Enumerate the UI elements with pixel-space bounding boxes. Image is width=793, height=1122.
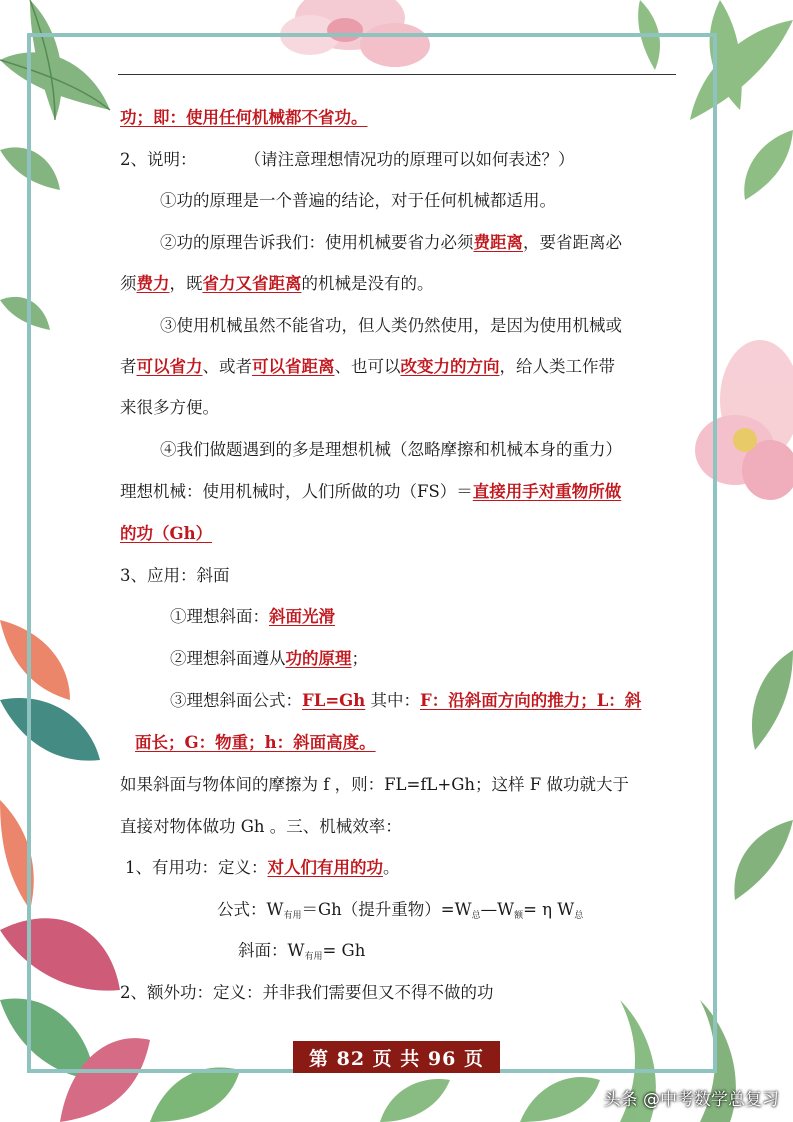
formula-part: 斜面：W [238, 941, 305, 960]
text-line-19 [125, 857, 400, 879]
paragraph-text: ②功的原理告诉我们：使用机械要省力必须 [160, 233, 474, 252]
formula-subscript: 总 [471, 911, 481, 921]
paragraph-text: 如果斜面与物体间的摩擦为 f ，则：FL=fL+Gh；这样 F 做功就大于 [120, 775, 629, 794]
paragraph-text: ③理想斜面公式： [170, 691, 302, 710]
text-line-14 [170, 648, 368, 670]
highlight-text: 可以省力 [136, 357, 203, 376]
paragraph-text: 理想机械：使用机械时，人们所做的功（FS）＝ [120, 482, 473, 501]
watermark: 头条 @中考数学总复习 [603, 1090, 779, 1110]
page-indicator: 第 82 页 共 96 页 [293, 1041, 500, 1073]
text-line-15 [170, 690, 641, 712]
text-line-3 [160, 190, 556, 212]
highlight-text: 功；即：使用任何机械都不省功。 [120, 108, 368, 127]
paragraph-text: 直接对物体做功 Gh 。三、机械效率： [120, 817, 402, 836]
formula-part: —W [480, 900, 515, 919]
paragraph-text: 。 [383, 858, 400, 877]
text-line-16 [135, 732, 376, 754]
highlight-text: 省力又省距离 [202, 274, 302, 293]
text-line-18 [120, 816, 402, 838]
highlight-text: 费力 [136, 274, 170, 293]
paragraph-text: 其中： [365, 691, 420, 710]
highlight-text: 改变力的方向 [400, 357, 500, 376]
paragraph-text: ，给人类工作带 [499, 357, 615, 376]
paragraph-text: ②理想斜面遵从 [170, 649, 286, 668]
formula-subscript: 有用 [283, 911, 302, 921]
text-line-10 [120, 481, 621, 503]
formula-incline [238, 940, 365, 968]
highlight-text: 直接用手对重物所做 [472, 482, 622, 501]
text-line-1 [120, 107, 368, 129]
highlight-text: 费距离 [473, 233, 523, 252]
paragraph-text: 者 [120, 357, 137, 376]
formula-subscript: 有用 [304, 952, 323, 962]
formula-part: ＝Gh（提升重物）=W [301, 900, 472, 919]
text-line-9 [160, 439, 622, 461]
highlight-text: 面长；G：物重；h：斜面高度。 [135, 733, 376, 752]
formula-subscript: 总 [574, 911, 584, 921]
paragraph-text: 1、有用功：定义： [125, 858, 268, 877]
paragraph-text: ④我们做题遇到的多是理想机械（忽略摩擦和机械本身的重力） [160, 440, 622, 459]
text-line-8 [120, 397, 219, 419]
paragraph-text: 的机械是没有的。 [301, 274, 434, 293]
formula-part: = Gh [322, 941, 366, 960]
paragraph-text: 须 [120, 274, 137, 293]
highlight-text: 可以省距离 [252, 357, 335, 376]
paragraph-text: 、也可以 [334, 357, 401, 376]
text-line-4 [160, 232, 622, 254]
paragraph-text: ，既 [169, 274, 203, 293]
formula-subscript: 额 [514, 911, 524, 921]
paragraph-text: ①功的原理是一个普遍的结论，对于任何机械都适用。 [160, 191, 556, 210]
paragraph-text: 2、额外功：定义：并非我们需要但又不得不做的功 [120, 983, 494, 1002]
paragraph-text: ，要省距离必 [523, 233, 622, 252]
text-line-20 [120, 982, 494, 1004]
section-label: 3、应用：斜面 [120, 566, 230, 585]
highlight-text: F：沿斜面方向的推力；L：斜 [419, 691, 642, 710]
text-line-12 [120, 565, 230, 587]
paragraph-text: ③使用机械虽然不能省功，但人类仍然使用，是因为使用机械或 [160, 316, 622, 335]
formula-part: 公式：W [217, 900, 284, 919]
paragraph-text: 来很多方便。 [120, 398, 219, 417]
text-line-13 [170, 606, 335, 628]
formula-efficiency [217, 899, 583, 927]
paragraph-text: ； [351, 649, 368, 668]
header-rule [118, 74, 676, 75]
text-line-6 [160, 315, 622, 337]
text-line-11 [120, 523, 212, 545]
formula-part: = η W [523, 900, 575, 919]
highlight-text: FL=Gh [302, 691, 366, 710]
text-line-5 [120, 273, 434, 295]
section-label: 2、说明： [120, 150, 197, 169]
paragraph-text: ①理想斜面： [170, 607, 269, 626]
text-line-17 [120, 774, 629, 796]
section-note: （请注意理想情况功的原理可以如何表述？） [244, 150, 575, 169]
highlight-text: 斜面光滑 [269, 607, 335, 626]
text-line-7 [120, 356, 615, 378]
highlight-text: 的功（Gh） [120, 524, 213, 543]
paragraph-text: 、或者 [202, 357, 252, 376]
text-line-2 [120, 149, 575, 171]
highlight-text: 功的原理 [285, 649, 352, 668]
highlight-text: 对人们有用的功 [267, 858, 383, 877]
